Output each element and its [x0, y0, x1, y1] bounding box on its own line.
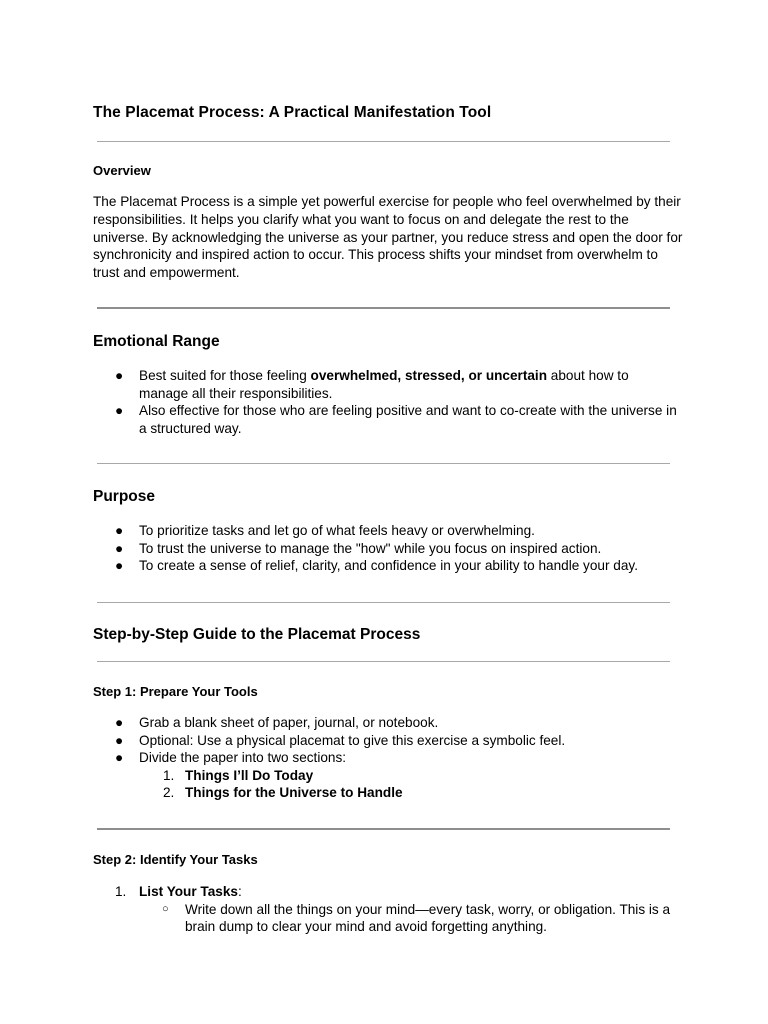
guide-heading: Step-by-Step Guide to the Placemat Process [93, 626, 421, 643]
divider [97, 602, 670, 603]
bullet-marker: ● [115, 368, 124, 383]
list-item: ● To create a sense of relief, clarity, and confidence in your ability to handle your day. [115, 558, 638, 573]
list-item: ● Divide the paper into two sections: [115, 750, 347, 765]
purpose-heading: Purpose [93, 488, 156, 505]
emotional-range-list [93, 367, 678, 437]
bullet-marker: ● [115, 750, 124, 765]
list-item: ● Optional: Use a physical placemat to give this exercise a symbolic feel. [115, 732, 566, 748]
bullet-marker: ● [115, 715, 124, 730]
numbered-sub-item: 2. Things for the Universe to Handle [163, 785, 403, 800]
list-item: ● Best suited for those feeling overwhelmed, stressed, or uncertain about how to manage all their responsibilities. [115, 368, 629, 401]
list-item: ● Also effective for those who are feeling positive and want to co-create with the universe in a structured way. [115, 403, 677, 436]
numbered-sub-item: 1. Things I’ll Do Today [163, 767, 314, 783]
list-item: ● To trust the universe to manage the "how" while you focus on inspired action. [115, 540, 602, 556]
list-item: 1. List Your Tasks: [115, 884, 242, 899]
emotional-range-heading: Emotional Range [93, 333, 220, 350]
step1-list [93, 714, 678, 802]
overview-heading: Overview [93, 163, 151, 178]
list-item: ● To prioritize tasks and let go of what feels heavy or overwhelming. [115, 523, 535, 538]
circle-bullet-marker: ○ [162, 902, 169, 915]
bullet-marker: ● [115, 540, 124, 556]
step1-heading: Step 1: Prepare Your Tools [93, 684, 258, 699]
divider [97, 463, 670, 464]
number-marker: 2. [163, 785, 175, 800]
list-sub-item: ○ Write down all the things on your mind—every task, worry, or obligation. This is a brain dump to clear your mind and avoid forgetting anything. [162, 901, 671, 934]
purpose-list [93, 522, 678, 575]
step2-heading: Step 2: Identify Your Tasks [93, 852, 258, 867]
divider [97, 307, 670, 309]
document-title: The Placemat Process: A Practical Manifestation Tool [93, 104, 492, 121]
number-marker: 1. [115, 884, 127, 899]
bullet-marker: ● [115, 523, 124, 538]
divider [97, 661, 670, 662]
list-item: ● Grab a blank sheet of paper, journal, or notebook. [115, 715, 439, 730]
divider [97, 141, 670, 142]
number-marker: 1. [163, 767, 175, 783]
step2-list [93, 883, 678, 936]
overview-paragraph: The Placemat Process is a simple yet powerful exercise for people who feel overwhelmed by their responsibilities. It helps you clarify what you want to focus on and delegate the rest to the universe. By acknowledging the universe as your partner, you reduce stress and open the door for synchronicity and inspired action to occur. This process shifts your mindset from overwhelm to trust and empowerment. [93, 194, 683, 281]
bullet-marker: ● [115, 732, 124, 748]
bullet-marker: ● [115, 403, 124, 418]
divider [97, 828, 670, 830]
bullet-marker: ● [115, 558, 124, 573]
